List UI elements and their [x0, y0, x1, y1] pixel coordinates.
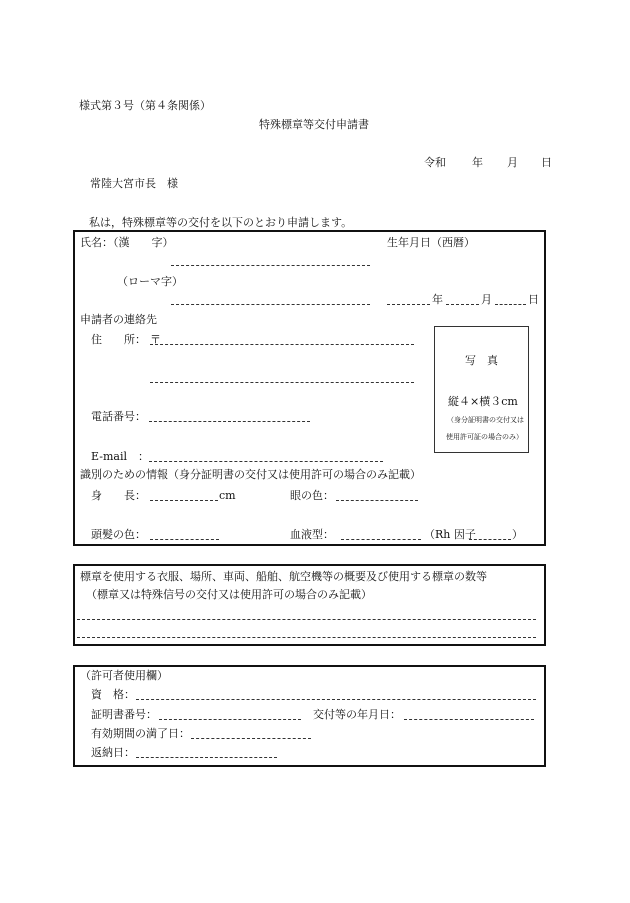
- address-field-1[interactable]: [150, 344, 414, 345]
- qualification-field[interactable]: [136, 699, 536, 700]
- eye-color-field[interactable]: [336, 500, 418, 501]
- name-kanji-field[interactable]: [171, 265, 370, 266]
- qualification-label: 資 格：: [91, 688, 135, 701]
- addressee: 常陸大宮市長 様: [90, 177, 178, 190]
- date-day: 日: [541, 156, 552, 169]
- date-month: 月: [507, 156, 518, 169]
- phone-field[interactable]: [149, 421, 310, 422]
- birthdate-label: 生年月日（西暦）: [387, 236, 475, 249]
- rh-field[interactable]: [469, 539, 511, 540]
- usage-description: 標章を使用する衣服、場所、車両、船舶、航空機等の概要及び使用する標章の数等: [80, 570, 487, 583]
- romaji-label: （ローマ字）: [117, 275, 183, 288]
- photo-note-1: （身分証明書の交付又は: [447, 416, 524, 424]
- name-label: 氏名：（漢 字）: [80, 236, 174, 249]
- date-year: 年: [472, 156, 483, 169]
- cert-number-label: 証明書番号：: [91, 708, 157, 721]
- blood-type-label: 血液型：: [290, 528, 334, 541]
- birth-month-field[interactable]: [446, 304, 479, 305]
- height-unit: cm: [219, 489, 236, 502]
- hair-color-field[interactable]: [150, 539, 219, 540]
- usage-field-1[interactable]: [77, 619, 536, 620]
- intro-text: 私は，特殊標章等の交付を以下のとおり申請します。: [89, 216, 353, 229]
- form-title: 特殊標章等交付申請書: [259, 118, 369, 131]
- address-field-2[interactable]: [150, 382, 414, 383]
- eye-color-label: 眼の色：: [290, 489, 334, 502]
- return-date-label: 返納日：: [91, 746, 135, 759]
- expiry-field[interactable]: [191, 738, 311, 739]
- date-era: 令和: [424, 156, 446, 169]
- photo-title: 写 真: [465, 354, 498, 367]
- rh-close: ）: [512, 528, 523, 541]
- return-date-field[interactable]: [136, 757, 277, 758]
- address-label: 住 所：: [91, 333, 146, 346]
- rh-label: （Rh 因子: [424, 528, 476, 541]
- birth-year-label: 年: [432, 293, 443, 306]
- height-label: 身 長：: [91, 489, 146, 502]
- birth-day-field[interactable]: [495, 304, 526, 305]
- expiry-label: 有効期間の満了日：: [91, 727, 190, 740]
- email-label: E-mail ：: [91, 450, 149, 463]
- birth-year-field[interactable]: [387, 304, 430, 305]
- contact-label: 申請者の連絡先: [80, 313, 157, 326]
- hair-color-label: 頭髪の色：: [91, 528, 146, 541]
- form-number: 様式第３号（第４条関係）: [79, 99, 211, 112]
- height-field[interactable]: [150, 500, 218, 501]
- birth-day-label: 日: [528, 293, 539, 306]
- email-field[interactable]: [149, 461, 383, 462]
- issue-date-field[interactable]: [404, 719, 534, 720]
- photo-area: [434, 326, 529, 453]
- cert-number-field[interactable]: [159, 719, 301, 720]
- birth-month-label: 月: [481, 293, 492, 306]
- usage-note: （標章又は特殊信号の交付又は使用許可の場合のみ記載）: [86, 588, 372, 601]
- photo-note-2: 使用許可証の場合のみ）: [446, 433, 523, 441]
- usage-field-2[interactable]: [77, 637, 536, 638]
- issue-date-label: 交付等の年月日：: [313, 708, 401, 721]
- blood-type-field[interactable]: [341, 539, 421, 540]
- id-info-label: 識別のための情報（身分証明書の交付又は使用許可の場合のみ記載）: [80, 468, 421, 481]
- postal-mark: 〒: [150, 333, 161, 346]
- phone-label: 電話番号：: [91, 410, 146, 423]
- permitter-header: （許可者使用欄）: [80, 669, 168, 682]
- photo-size: 縦４×横３cm: [448, 395, 518, 408]
- name-romaji-field[interactable]: [171, 304, 370, 305]
